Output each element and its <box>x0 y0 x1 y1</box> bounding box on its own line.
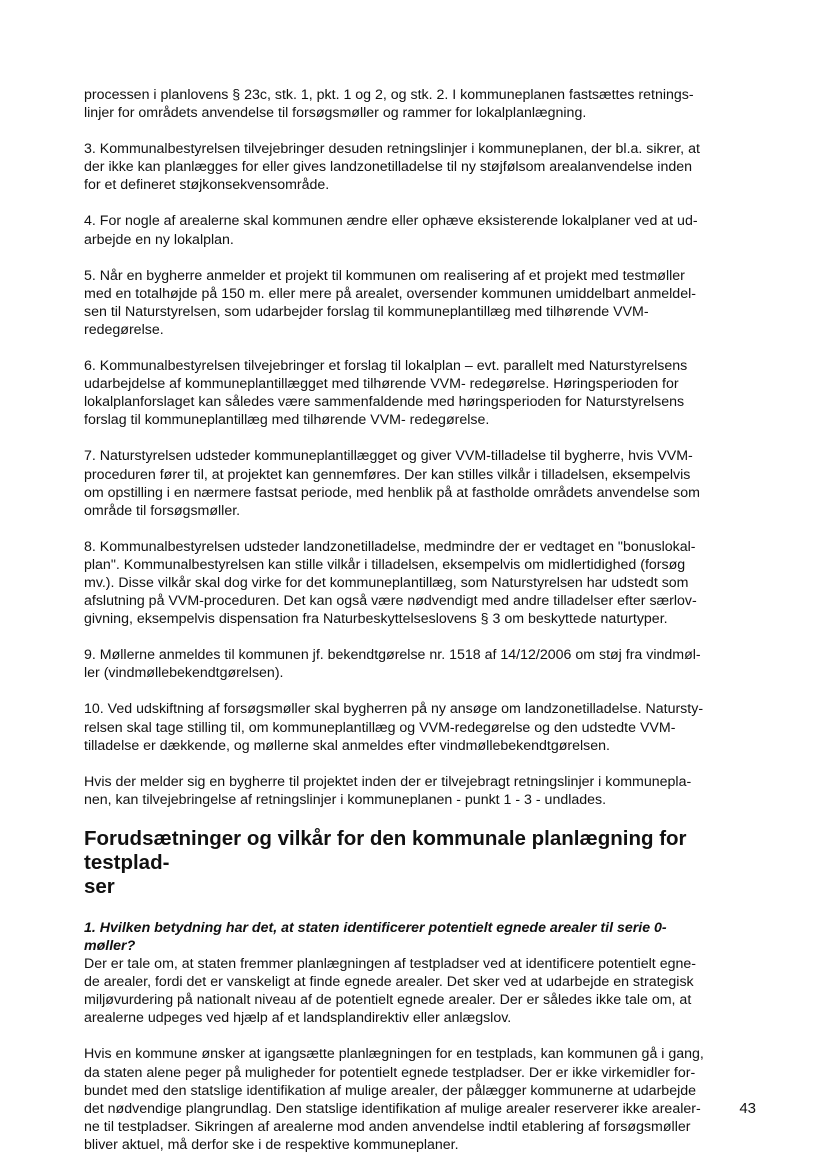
paragraph-developer-note: Hvis der melder sig en bygherre til projektet inden der er tilvejebragt retningslinjer i kommunepla- nen, kan tilvejebringelse af retningslinjer i kommuneplanen - punkt 1 - 3 - undlades. <box>84 773 692 808</box>
paragraph-item-8: 8. Kommunalbestyrelsen udsteder landzonetilladelse, medmindre der er vedtaget en "bonuslokal- plan". Kommunalbestyrelsen kan stille vilkår i tilladelsen, eksempelvis om midlertidighed (forsøg mv.). Disse vilkår skal dog virke for det kommuneplantillæg, som Naturstyrelsen har udstedt som afslutning på VVM-proceduren. Det kan også være nødvendigt med andre tilladelser efter særlov- givning, eksempelvis dispensation fra Naturbeskyttelseslovens § 3 om beskyttede naturtyper. <box>84 538 697 628</box>
paragraph-item-3: 3. Kommunalbestyrelsen tilvejebringer desuden retningslinjer i kommuneplanen, der bl.a. sikrer, at der ikke kan planlægges for eller gives landzonetilladelse til ny støjfølsom arealanvendelse inden for et defineret støjkonsekvensområde. <box>84 141 700 194</box>
paragraph-item-9: 9. Møllerne anmeldes til kommunen jf. bekendtgørelse nr. 1518 af 14/12/2006 om støj fra vindmøl- ler (vindmøllebekendtgørelsen). <box>84 647 701 682</box>
paragraph-state-role: Der er tale om, at staten fremmer planlægningen af testpladser ved at identificere potentielt egne- de arealer, fordi det er vanskeligt at finde egnede arealer. Det sker ved at udarbejde en strategisk miljøvurdering på nationalt niveau af de potentielt egnede arealer. Der er således ikke tale om, at arealerne udpeges ved hjælp af et landsplandirektiv eller anlægslov. <box>84 956 696 1027</box>
paragraph-item-10: 10. Ved udskiftning af forsøgsmøller skal bygherren på ny ansøge om landzonetilladelse. Natursty- relsen skal tage stilling til, om kommuneplantillæg og VVM-redegørelse og den udstedte VVM- tilladelse er dækkende, og møllerne skal anmeldes efter vindmøllebekendtgørelsen. <box>84 701 704 754</box>
paragraph-item-6: 6. Kommunalbestyrelsen tilvejebringer et forslag til lokalplan – evt. parallelt med Naturstyrelsens udarbejdelse af kommuneplantillægget med tilhørende VVM- redegørelse. Høringsperioden for lokalplanforslaget kan således være sammenfaldende med høringsperioden for Naturstyrelsens forslag til kommuneplantillæg med tilhørende VVM- redegørelse. <box>84 358 688 429</box>
page-number: 43 <box>739 1100 756 1117</box>
question-subheading: 1. Hvilken betydning har det, at staten identificerer potentielt egnede arealer til serie 0- møller? <box>84 919 667 954</box>
document-page <box>84 86 756 1172</box>
paragraph-item-4: 4. For nogle af arealerne skal kommunen ændre eller ophæve eksisterende lokalplaner ved at ud- arbejde en ny lokalplan. <box>84 213 698 248</box>
paragraph-municipal-initiative: Hvis en kommune ønsker at igangsætte planlægningen for en testplads, kan kommunen gå i gang, da staten alene peger på muligheder for potentielt egnede testpladser. Der er ikke virkemidler for- bundet med den statslige identifikation af mulige arealer, der pålægger kommunerne at udarbejde det nødvendige plangrundlag. Den statslige identifikation af mulige arealer reserverer ikke arealer- ne til testpladser. Sikringen af arealerne mod anden anvendelse indtil etablering af forsøgsmøller bliver aktuel, må derfor ske i de respektive kommuneplaner. <box>84 1046 704 1153</box>
paragraph-item-5: 5. Når en bygherre anmelder et projekt til kommunen om realisering af et projekt med testmøller med en totalhøjde på 150 m. eller mere på arealet, oversender kommunen umiddelbart anmeldel- sen til Naturstyrelsen, som udarbejder forslag til kommuneplantillæg med tilhørende VVM- redegørelse. <box>84 267 696 338</box>
paragraph-item-7: 7. Naturstyrelsen udsteder kommuneplantillægget og giver VVM-tilladelse til bygherre, hvis VVM- proceduren fører til, at projektet kan gennemføres. Der kan stilles vilkår i tilladelsen, eksempelvis om opstilling i en nærmere fastsat periode, med henblik på at fastholde områdets anvendelse som område til forsøgsmøller. <box>84 448 700 519</box>
paragraph-planning-process: processen i planlovens § 23c, stk. 1, pkt. 1 og 2, og stk. 2. I kommuneplanen fastsættes retnings- linjer for områdets anvendelse til forsøgsmøller og rammer for lokalplanlægning. <box>84 87 694 122</box>
section-heading: Forudsætninger og vilkår for den kommunale planlægning for testplad- ser <box>84 826 687 898</box>
